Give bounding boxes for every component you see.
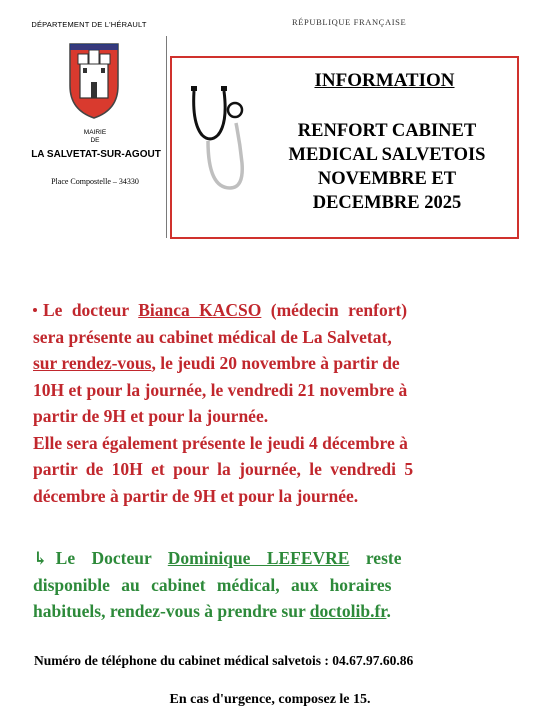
stethoscope-icon [188, 83, 248, 203]
department-label: DÉPARTEMENT DE L'HÉRAULT [31, 20, 147, 29]
mairie-label [60, 129, 130, 145]
doctolib-link[interactable]: doctolib.fr [309, 601, 387, 621]
p2-text: Le Docteur [55, 548, 168, 568]
phone-number: Numéro de téléphone du cabinet médical salvetois : 04.67.97.60.86 [34, 653, 414, 668]
address: Place Compostelle – 34330 [51, 177, 139, 186]
info-subtitle-line: MEDICAL SALVETOIS [288, 145, 486, 165]
p2-text: reste [349, 548, 402, 568]
replacement-doctor-paragraph [33, 297, 504, 509]
p2-text: disponible au cabinet médical, aux horaires [33, 574, 392, 595]
header-divider [166, 36, 167, 238]
info-subtitle-line: NOVEMBRE ET [317, 169, 457, 189]
arrow-icon: ↳ [33, 548, 48, 568]
p1-text: (médecin renfort) [261, 300, 408, 320]
p2-text: . [386, 601, 391, 621]
doctor-name-lefevre: Dominique LEFEVRE [167, 548, 350, 568]
p1-text: , le jeudi 20 novembre à partir de [151, 353, 400, 373]
mairie-line2: DE [90, 137, 100, 144]
info-subtitle-line: RENFORT CABINET [297, 121, 477, 141]
emergency-note: En cas d'urgence, composez le 15. [169, 692, 371, 707]
coat-of-arms-icon [68, 40, 120, 120]
p1-text: Le docteur [43, 300, 139, 320]
commune-name: LA SALVETAT-SUR-AGOUT [31, 149, 161, 160]
info-title: INFORMATION [314, 70, 455, 91]
bullet-icon [33, 308, 37, 312]
p2-text: habituels, rendez-vous à prendre sur [33, 601, 310, 621]
appointment-note: sur rendez-vous [33, 353, 152, 373]
info-subtitle-line: DECEMBRE 2025 [312, 193, 462, 213]
doctor-name-kacso: Bianca KACSO [138, 300, 262, 320]
p1-text: Elle sera également présente le jeudi 4 décembre à [33, 432, 408, 453]
republic-label: RÉPUBLIQUE FRANÇAISE [292, 17, 407, 27]
p1-text: partir de 10H et pour la journée, le vendredi 5 [33, 459, 414, 479]
p1-text: partir de 9H et pour la journée. [33, 406, 269, 426]
p1-text: 10H et pour la journée, le vendredi 21 novembre à [33, 379, 408, 400]
info-subtitle [253, 119, 521, 215]
mairie-line1: MAIRIE [83, 129, 107, 136]
regular-doctor-paragraph [33, 545, 504, 625]
p1-text: décembre à partir de 9H et pour la journée. [33, 485, 359, 506]
p1-text: sera présente au cabinet médical de La Salvetat, [33, 326, 392, 347]
